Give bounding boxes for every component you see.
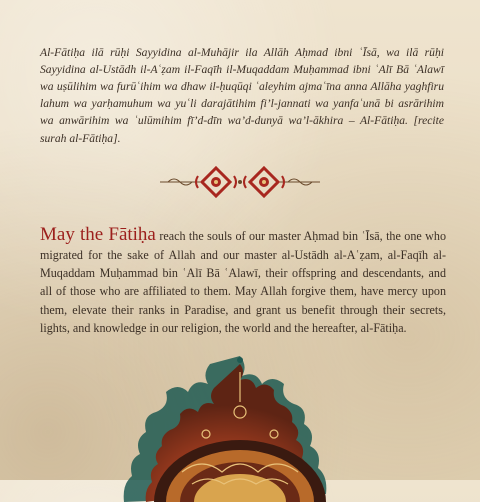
arabic-transliteration: Al-Fātiḥa ilā rūḥi Sayyidina al-Muhājir ila Allāh Aḥmad ibni ʿĪsā, wa ilā rūḥi Sayyidina al-Ustādh il-Aʿẓam il-Faqīh il-Muqaddam Muḥammad ibni ʿAlī Bā ʿAlawī wa uṣūlihim wa furūʿihim wa dhaw il-ḥuqūqi ʿaleyhim ajmaʿīna anna Allāha yaghfiru lahum wa yarḥamuhum wa yuʿli darajātihim fi’l-jannati wa yanfaʿunā bi asrārihim wa anwārihim wa ʿulūmihim fī’d-dīn wa’d-dunyā wa’l-ākhira – Al-Fātiḥa. [recite surah al-Fātiḥa]. <box>40 45 444 145</box>
translation-lead: May the Fātiḥa <box>40 224 156 246</box>
translation-body: reach the souls of our master Aḥmad bin ʿĪsā, the one who migrated for the sake of Allah and our master al-Ustādh al-Aʿẓam, al-Faqīh al-Muqaddam Muḥammad bin ʿAlī Bā ʿAlawī, their offspring and descendants, and all of those who are affiliated to them. May Allah forgive them, have mercy upon them, elevate their ranks in Paradise, and grant us benefit through their secrets, lights, and knowledge in our religion, the world and the hereafter, al-Fātiḥa. <box>40 229 447 336</box>
english-translation <box>40 226 446 337</box>
floral-divider-icon <box>158 166 322 198</box>
